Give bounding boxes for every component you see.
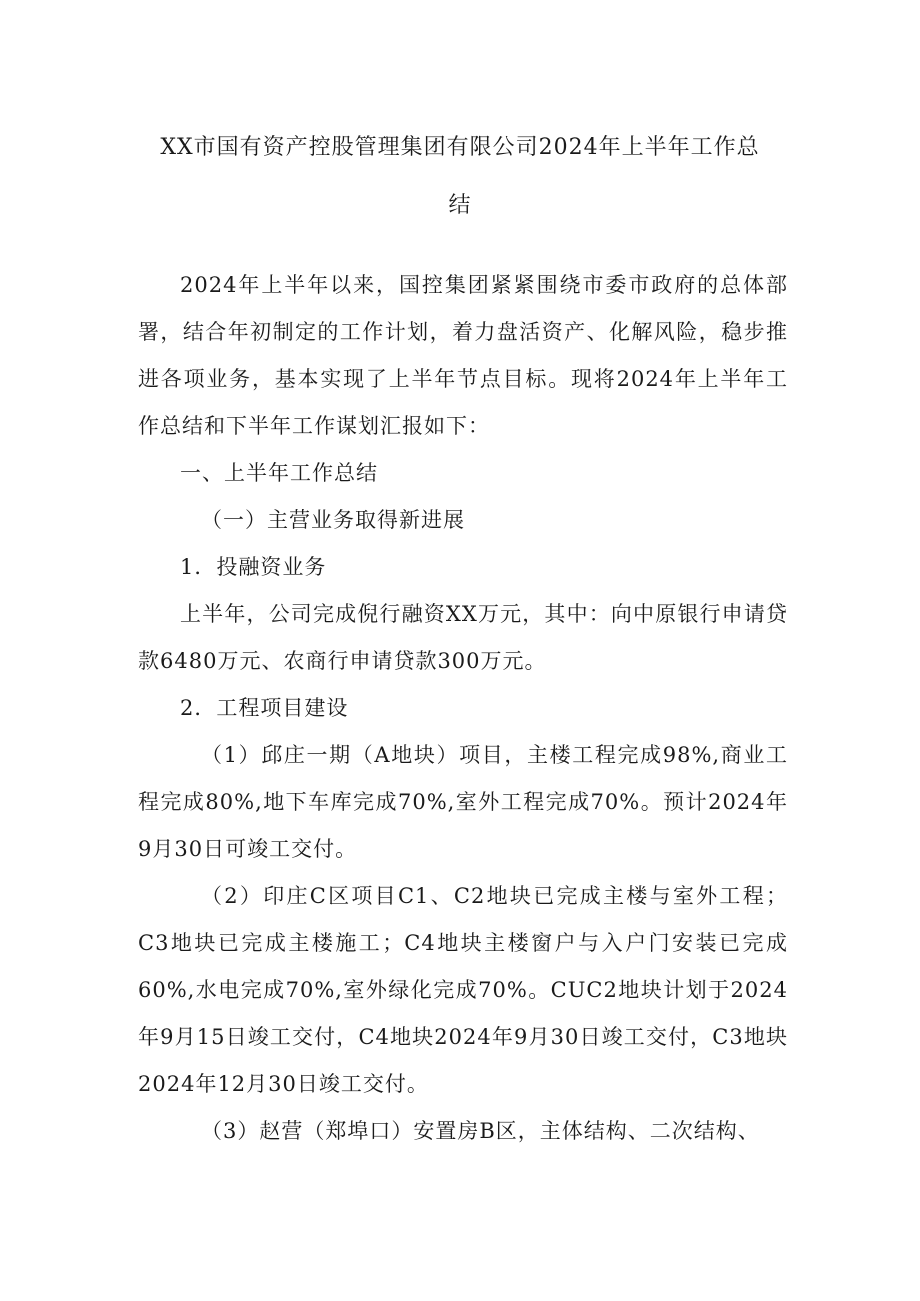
item-heading-engineering: 2．工程项目建设: [180, 696, 349, 720]
item-heading-investment: 1．投融资业务: [180, 555, 327, 579]
document-title-line-1: XX市国有资产控股管理集团有限公司2024年上半年工作总: [160, 135, 760, 160]
intro-paragraph: 2024年上半年以来，国控集团紧紧围绕市委市政府的总体部署，结合年初制定的工作计划，着力盘活资产、化解风险，稳步推进各项业务，基本实现了上半年节点目标。现将2024年上半年工作总结和下半年工作谋划汇报如下：: [138, 273, 788, 438]
project-1-paragraph: （1）邱庄一期（A地块）项目，主楼工程完成98%,商业工程完成80%,地下车库完成70%,室外工程完成70%。预计2024年9月30日可竣工交付。: [138, 743, 788, 861]
section-heading-1: 一、上半年工作总结: [180, 461, 378, 485]
project-2-paragraph: （2）印庄C区项目C1、C2地块已完成主楼与室外工程；C3地块已完成主楼施工；C4地块主楼窗户与入户门安装已完成60%,水电完成70%,室外绿化完成70%。CUC2地块计划于2024年9月15日竣工交付，C4地块2024年9月30日竣工交付，C3地块2024年12月30日竣工交付。: [138, 884, 788, 1096]
document-body: [138, 262, 788, 1155]
investment-paragraph: 上半年，公司完成倪行融资XX万元，其中：向中原银行申请贷款6480万元、农商行申请贷款300万元。: [138, 602, 788, 673]
subsection-heading-1: （一）主营业务取得新进展: [201, 508, 465, 532]
document-title-line-2: 结: [448, 193, 472, 218]
project-3-paragraph: （3）赵营（郑埠口）安置房B区，主体结构、二次结构、: [201, 1119, 760, 1143]
